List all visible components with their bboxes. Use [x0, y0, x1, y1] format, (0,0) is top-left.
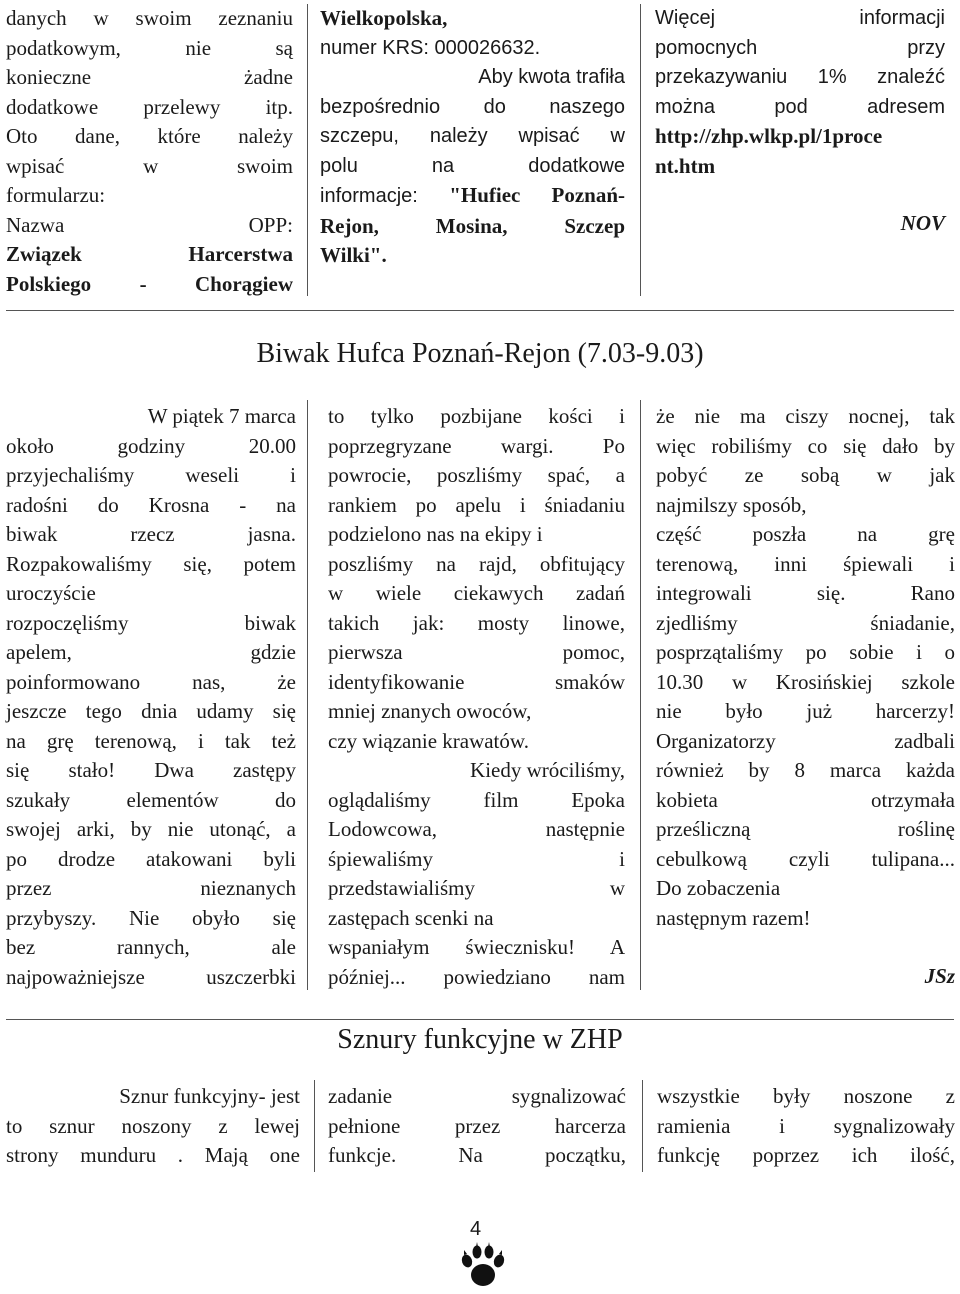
signature-nov — [655, 209, 945, 239]
text-line: Rozpakowaliśmy się, potem — [6, 551, 296, 576]
article-title-biwak: Biwak Hufca Poznań-Rejon (7.03-9.03) — [256, 338, 704, 369]
article1-column-2 — [328, 402, 625, 992]
text-line: zjedliśmy śniadanie, — [656, 610, 955, 635]
text-line: ramienia i sygnalizowały — [657, 1113, 955, 1138]
top-column-2 — [320, 4, 625, 271]
text-line: zadanie sygnalizować — [328, 1084, 626, 1108]
text-line: szukały elementów do — [6, 787, 296, 812]
text-line: czy wiązanie krawatów. — [328, 728, 529, 753]
text-line: Więcej informacji — [655, 7, 945, 29]
text-line: pełnione przez harcerza — [328, 1113, 626, 1138]
signature-jsz — [656, 962, 955, 992]
text-line: w wiele ciekawych zadań — [328, 581, 625, 605]
text-line: później... powiedziano nam — [328, 964, 625, 989]
column-divider — [314, 1080, 315, 1172]
text-line: Lodowcowa, następnie — [328, 817, 625, 841]
text-line: Aby kwota trafiła — [478, 66, 625, 88]
text-line: Kiedy wróciliśmy, — [470, 758, 625, 782]
text-line: Oto dane, które należy — [6, 124, 293, 148]
text-line: na grę terenową, i tak też — [6, 728, 296, 753]
text-line: że nie ma ciszy nocnej, tak — [656, 404, 955, 428]
text-line: apelem, gdzie — [6, 640, 296, 664]
text-line: swojej arki, by nie utonąć, a — [6, 817, 296, 841]
text-line: pomocnych przy — [655, 36, 945, 59]
column-divider — [307, 4, 308, 296]
text-line: W piątek 7 marca — [147, 404, 296, 428]
text-line: szczepu, należy wpisać w — [320, 125, 625, 147]
text-line: przyjechaliśmy weseli i — [6, 463, 296, 487]
text-line: po drodze atakowani byli — [6, 846, 296, 871]
text-line: strony munduru . Mają one — [6, 1143, 300, 1167]
text-line: radośni do Krosna - na — [6, 492, 296, 517]
article1-column-3 — [656, 402, 955, 933]
text-line: część poszła na grę — [656, 522, 955, 546]
text-line: prześliczną roślinę — [656, 817, 955, 841]
text-line: się stało! Dwa zastępy — [6, 758, 296, 782]
text-line: biwak rzecz jasna. — [6, 522, 296, 546]
top-column-1 — [6, 4, 293, 299]
text-line: http://zhp.wlkp.pl/1proce — [655, 124, 883, 148]
text-line: przedstawialiśmy w — [328, 876, 625, 900]
article-title-sznury: Sznury funkcyjne w ZHP — [337, 1024, 623, 1055]
top-column-3 — [655, 4, 945, 181]
text-line: przekazywaniu 1% znaleźć — [655, 66, 945, 88]
text-line: przez nieznanych — [6, 876, 296, 900]
text-line: można pod adresem — [655, 95, 945, 118]
text-line: Sznur funkcyjny- jest — [119, 1084, 300, 1108]
text-line: jeszcze tego dnia udamy się — [6, 699, 296, 723]
article2-column-3 — [657, 1082, 955, 1171]
text-line: najpoważniejsze uszczerbki — [6, 964, 296, 989]
text-line: poprzegryzane wargi. Po — [328, 433, 625, 458]
article1-column-1 — [6, 402, 296, 992]
text-line: Nazwa OPP: — [6, 212, 293, 237]
text-line: to sznur noszony z lewej — [6, 1113, 300, 1138]
text-line: rozpoczęliśmy biwak — [6, 610, 296, 635]
text-line: 10.30 w Krosińskiej szkole — [656, 669, 955, 694]
text-line — [320, 181, 625, 212]
text-line: bez rannych, ale — [6, 935, 296, 959]
page-number: 4 — [470, 1218, 482, 1240]
signature-text: NOV — [900, 211, 945, 235]
text-line: to tylko pozbijane kości i — [328, 404, 625, 428]
article2-column-2 — [328, 1082, 626, 1171]
text-line: funkcję poprzez ich ilość, — [657, 1143, 955, 1167]
text-line: Wielkopolska, — [320, 6, 448, 30]
text-line: polu na dodatkowe — [320, 154, 625, 177]
text-line: przybyszy. Nie obyło się — [6, 905, 296, 930]
text-line: Rejon, Mosina, Szczep — [320, 213, 625, 238]
text-line: nie było już harcerzy! — [656, 699, 955, 723]
text-line: Wilki". — [320, 243, 387, 267]
column-divider — [642, 1080, 643, 1172]
text-line: Polskiego - Chorągiew — [6, 271, 293, 296]
text-line: konieczne żadne — [6, 65, 293, 89]
column-divider — [640, 400, 641, 990]
text-line: powrocie, poszliśmy spać, a — [328, 463, 625, 487]
text-line: posprzątaliśmy po sobie i o — [656, 640, 955, 664]
text-line: identyfikowanie smaków — [328, 669, 625, 694]
text-line: śpiewaliśmy i — [328, 846, 625, 871]
text-line: zastępach scenki na — [328, 905, 494, 930]
text-line: poszliśmy na rajd, obfitujący — [328, 551, 625, 576]
text-line: podzielono nas na ekipy i — [328, 522, 543, 546]
text-line: bezpośrednio do naszego — [320, 95, 625, 118]
text-line: pierwsza pomoc, — [328, 640, 625, 664]
text-line: numer KRS: 000026632. — [320, 36, 541, 59]
text-line: cebulkową czyli tulipana... — [656, 846, 955, 871]
text-line: danych w swoim zeznaniu — [6, 6, 293, 30]
column-divider — [640, 4, 641, 296]
text-fragment: "Hufiec Poznań- — [449, 183, 625, 207]
text-line: terenową, inni śpiewali i — [656, 551, 955, 576]
text-line: również by 8 marca każda — [656, 758, 955, 782]
text-line: takich jak: mosty linowe, — [328, 610, 625, 635]
section-divider — [6, 310, 954, 311]
text-line: integrowali się. Rano — [656, 581, 955, 605]
signature-text: JSz — [924, 964, 955, 988]
text-line: wszystkie były noszone z — [657, 1084, 955, 1108]
text-line: więc robiliśmy co się dało by — [656, 433, 955, 458]
text-line: pobyć ze sobą w jak — [656, 463, 955, 487]
text-fragment: informacje: — [320, 185, 450, 207]
text-line: oglądaliśmy film Epoka — [328, 787, 625, 812]
text-line: Organizatorzy zadbali — [656, 728, 955, 753]
text-line: dodatkowe przelewy itp. — [6, 94, 293, 119]
text-line: Do zobaczenia — [656, 876, 781, 900]
text-line: wspaniałym świecznisku! A — [328, 935, 625, 959]
text-line: rankiem po apelu i śniadaniu — [328, 492, 625, 517]
column-divider — [307, 400, 308, 990]
section-divider — [6, 1019, 954, 1020]
paw-print-icon — [460, 1242, 506, 1290]
text-line: nt.htm — [655, 153, 716, 178]
text-line: około godziny 20.00 — [6, 433, 296, 458]
text-line: uroczyście — [6, 581, 96, 605]
article2-column-1 — [6, 1082, 300, 1171]
text-line: formularzu: — [6, 183, 106, 207]
text-line: mniej znanych owoców, — [328, 699, 532, 723]
text-line: kobieta otrzymała — [656, 787, 955, 812]
text-line: wpisać w swoim — [6, 153, 293, 178]
text-line: podatkowym, nie są — [6, 35, 293, 60]
text-line: najmilszy sposób, — [656, 492, 807, 517]
text-line: funkcje. Na początku, — [328, 1143, 626, 1167]
text-line: następnym razem! — [656, 905, 811, 930]
text-line: poinformowano nas, że — [6, 669, 296, 694]
text-line: Związek Harcerstwa — [6, 242, 293, 266]
